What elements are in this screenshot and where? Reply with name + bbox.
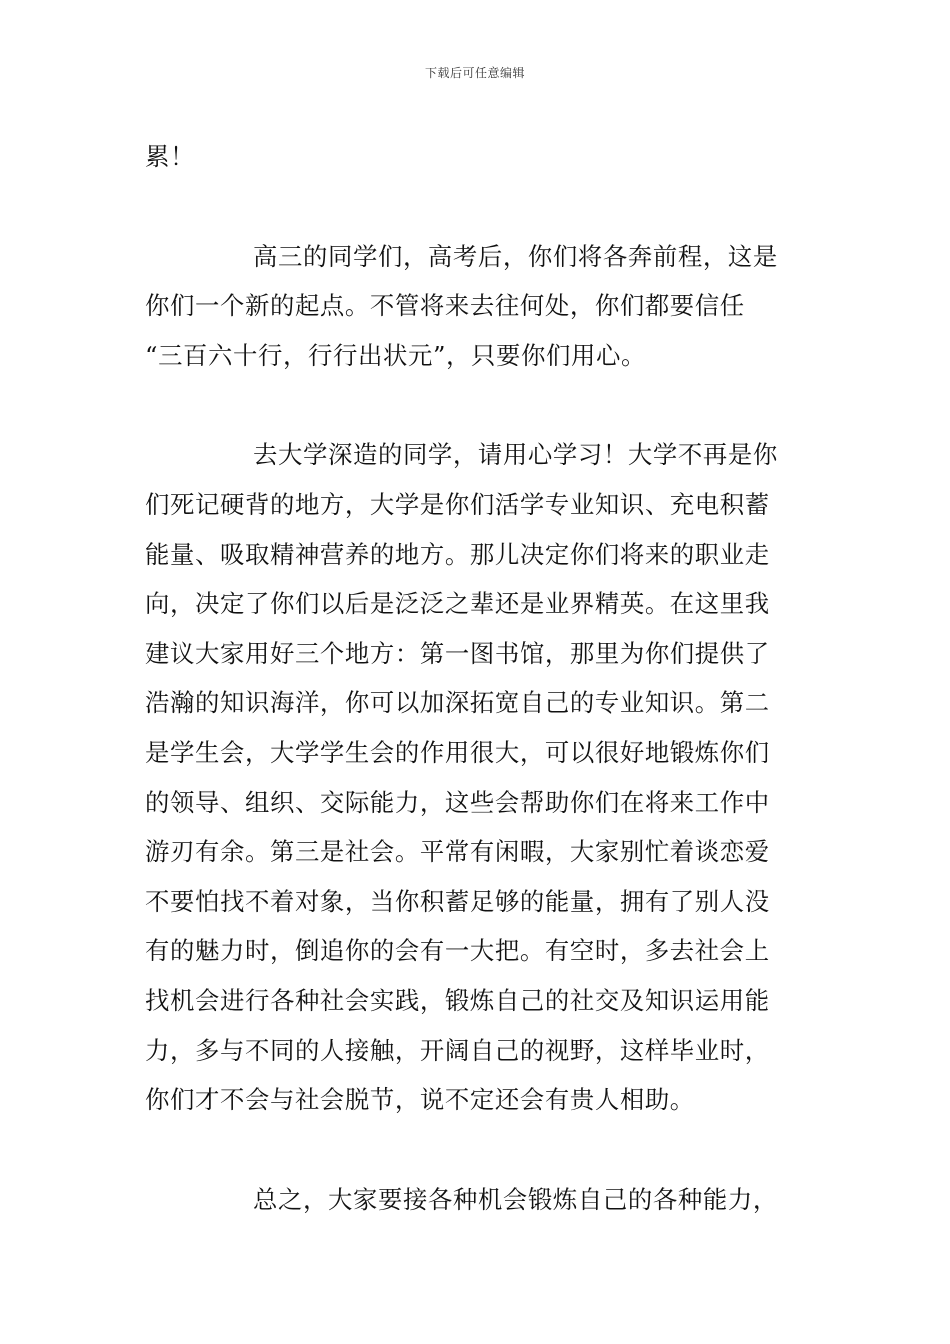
text-line: 浩瀚的知识海洋，你可以加深拓宽自己的专业知识。第二	[145, 688, 770, 718]
paragraph-university	[145, 430, 810, 1124]
paragraph-conclusion	[145, 1175, 810, 1225]
paragraph-graduates	[145, 232, 810, 381]
text-line: 们死记硬背的地方，大学是你们活学专业知识、充电积蓄	[145, 489, 770, 519]
text-line: 游刃有余。第三是社会。平常有闲暇，大家别忙着谈恋爱	[145, 837, 770, 867]
text-line: 有的魅力时，倒追你的会有一大把。有空时，多去社会上	[145, 936, 770, 966]
paragraph-gap	[145, 1125, 810, 1175]
text-line: 总之，大家要接各种机会锻炼自己的各种能力，	[253, 1184, 778, 1214]
text-line: 不要怕找不着对象，当你积蓄足够的能量，拥有了别人没	[145, 886, 770, 916]
text-line: 能量、吸取精神营养的地方。那儿决定你们将来的职业走	[145, 539, 770, 569]
paragraph-continued	[145, 132, 810, 182]
text-line: 累！	[145, 142, 195, 171]
paragraph-gap	[145, 380, 810, 430]
text-line: 找机会进行各种社会实践，锻炼自己的社交及知识运用能	[145, 985, 770, 1015]
text-line: 的领导、组织、交际能力，这些会帮助你们在将来工作中	[145, 787, 770, 817]
text-line: 建议大家用好三个地方：第一图书馆，那里为你们提供了	[145, 638, 770, 668]
text-line: 高三的同学们，高考后，你们将各奔前程，这是	[253, 241, 778, 271]
text-line: 去大学深造的同学，请用心学习！大学不再是你	[253, 440, 778, 470]
text-line: 你们一个新的起点。不管将来去往何处，你们都要信任	[145, 291, 745, 321]
text-line: 是学生会，大学学生会的作用很大，可以很好地锻炼你们	[145, 737, 770, 767]
text-line: 向，决定了你们以后是泛泛之辈还是业界精英。在这里我	[145, 589, 770, 619]
text-line: “三百六十行，行行出状元”，只要你们用心。	[145, 340, 646, 370]
text-line: 你们才不会与社会脱节，说不定还会有贵人相助。	[145, 1085, 695, 1115]
text-line: 力，多与不同的人接触，开阔自己的视野，这样毕业时，	[145, 1035, 770, 1065]
page-header-note: 下载后可任意编辑	[424, 66, 525, 80]
document-body	[145, 132, 810, 1224]
